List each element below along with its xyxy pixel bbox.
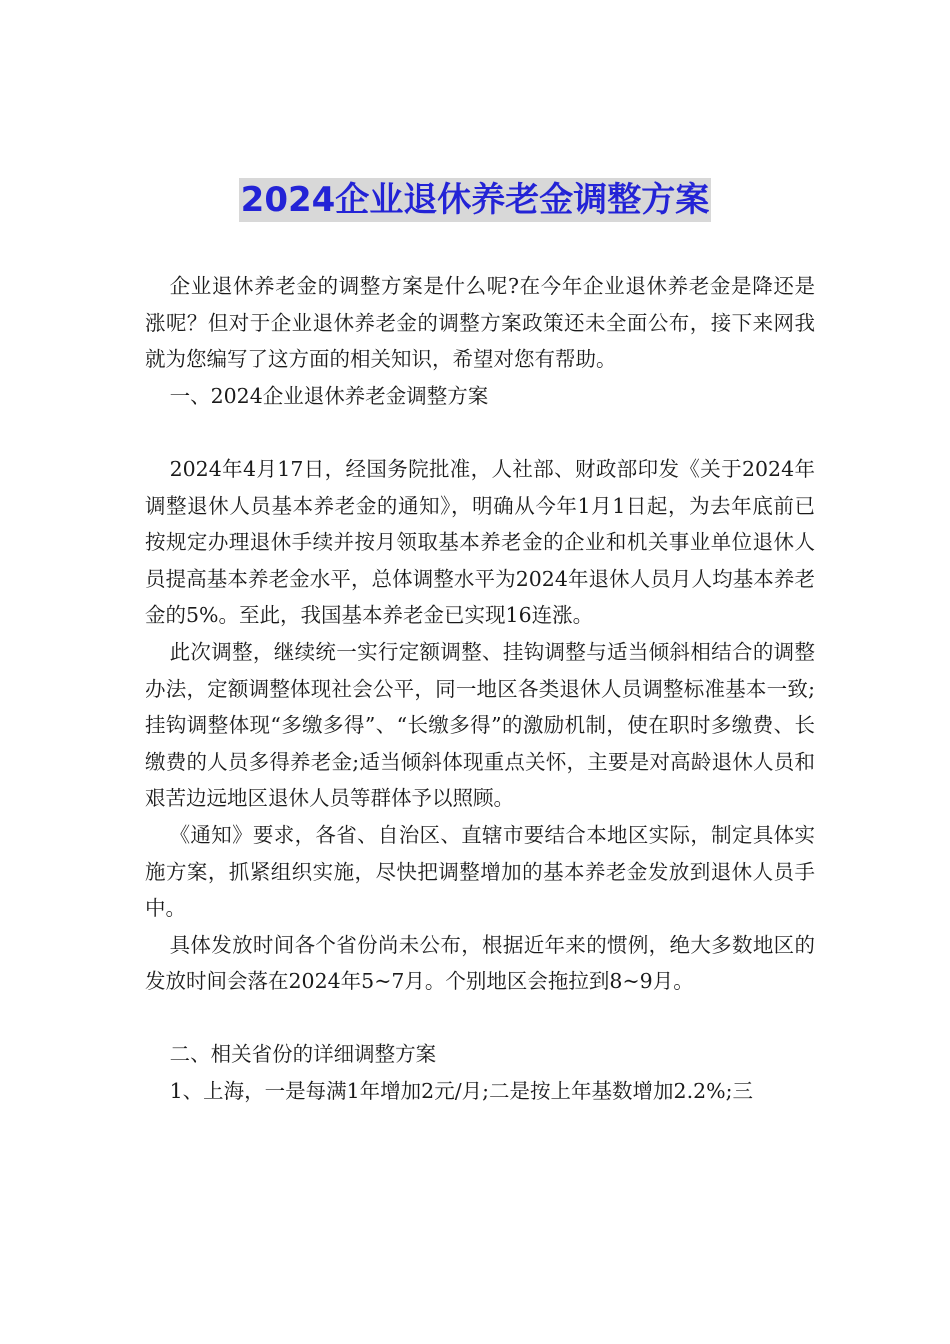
section-2-heading: 二、相关省份的详细调整方案 bbox=[169, 1042, 437, 1067]
title-container bbox=[0, 178, 950, 222]
document-title: 2024企业退休养老金调整方案 bbox=[240, 180, 710, 220]
section-1-heading: 一、2024企业退休养老金调整方案 bbox=[169, 383, 489, 408]
blank-line bbox=[145, 414, 815, 451]
section-2-paragraph-1: 1、上海，一是每满1年增加2元/月;二是按上年基数增加2.2%;三 bbox=[169, 1079, 754, 1104]
section-1-paragraph-3: 《通知》要求，各省、自治区、直辖市要结合本地区实际，制定具体实施方案，抓紧组织实施，尽快把调整增加的基本养老金发放到退休人员手中。 bbox=[145, 822, 815, 921]
intro-paragraph: 企业退休养老金的调整方案是什么呢?在今年企业退休养老金是降还是涨呢？但对于企业退休养老金的调整方案政策还未全面公布，接下来网我就为您编写了这方面的相关知识，希望对您有帮助。 bbox=[145, 274, 815, 372]
blank-line bbox=[145, 1000, 815, 1037]
section-1-paragraph-2: 此次调整，继续统一实行定额调整、挂钩调整与适当倾斜相结合的调整办法，定额调整体现社会公平，同一地区各类退休人员调整标准基本一致;挂钩调整体现“多缴多得”、“长缴多得”的激励机制，使在职时多缴费、长缴费的人员多得养老金;适当倾斜体现重点关怀，主要是对高龄退休人员和艰苦边远地区退休人员等群体予以照顾。 bbox=[145, 639, 815, 811]
section-1-paragraph-1: 2024年4月17日，经国务院批准，人社部、财政部印发《关于2024年调整退休人员基本养老金的通知》，明确从今年1月1日起，为去年底前已按规定办理退休手续并按月领取基本养老金的企业和机关事业单位退休人员提高基本养老金水平，总体调整水平为2024年退休人员月人均基本养老金的5%。至此，我国基本养老金已实现16连涨。 bbox=[145, 456, 815, 628]
document-body bbox=[145, 268, 815, 1110]
section-1-paragraph-4: 具体发放时间各个省份尚未公布，根据近年来的惯例，绝大多数地区的发放时间会落在2024年5~7月。个别地区会拖拉到8~9月。 bbox=[145, 932, 815, 994]
